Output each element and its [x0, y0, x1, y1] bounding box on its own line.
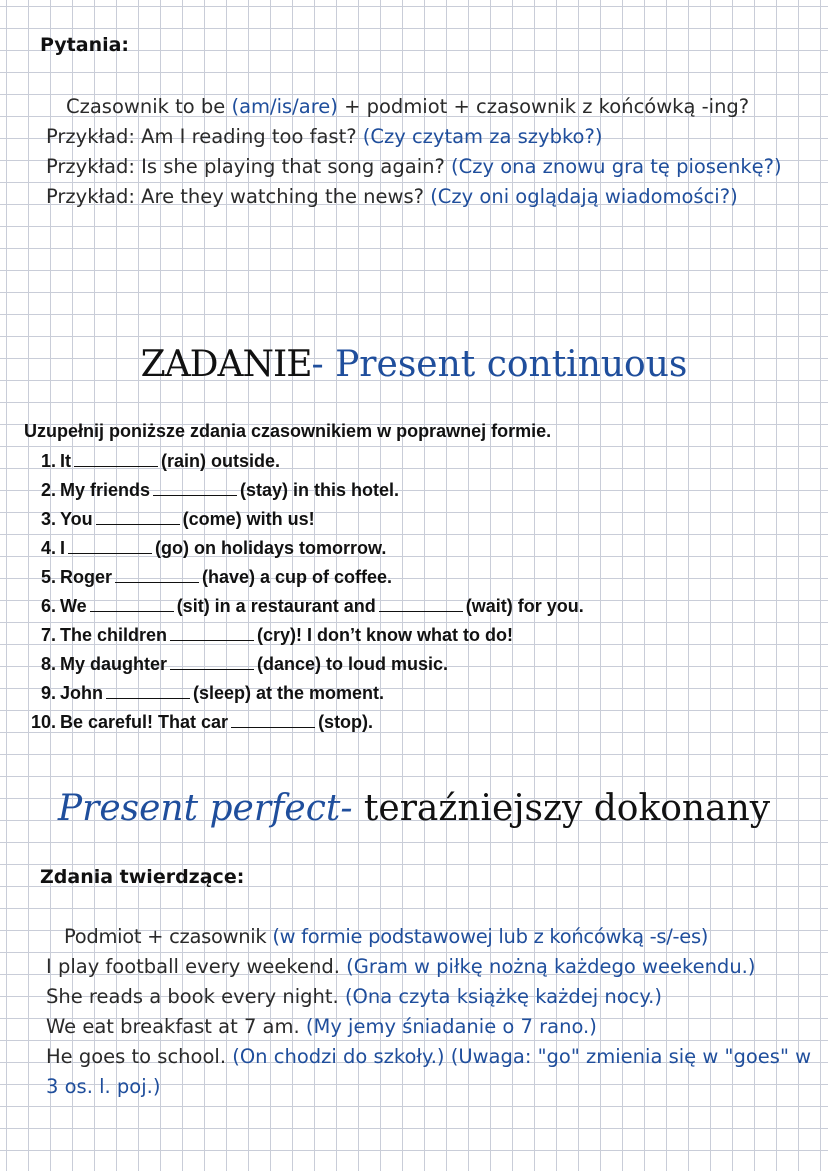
- list-item: 3. You (come) with us!: [40, 509, 315, 529]
- list-item: 9. John (sleep) at the moment.: [40, 683, 385, 703]
- task-list: [28, 447, 584, 737]
- list-item: 7. The children (cry)! I don’t know what to do!: [40, 625, 513, 645]
- affirmative-block: [46, 922, 826, 1102]
- affirmative-formula: [46, 922, 826, 952]
- answer-blank[interactable]: [90, 597, 174, 612]
- answer-blank[interactable]: [115, 568, 199, 583]
- perfect-title-accent: Present perfect-: [57, 788, 353, 829]
- questions-block: [46, 92, 828, 212]
- answer-blank[interactable]: [74, 452, 158, 467]
- answer-blank[interactable]: [170, 655, 254, 670]
- example-translation: (Ona czyta książkę każdej nocy.): [344, 985, 662, 1008]
- example-translation: (Czy oni oglądają wiadomości?): [430, 185, 738, 208]
- list-item: 4. I (go) on holidays tomorrow.: [40, 538, 387, 558]
- example-line: [46, 122, 828, 152]
- perfect-title-main: teraźniejszy dokonany: [352, 788, 771, 829]
- example-translation: (My jemy śniadanie o 7 rano.): [305, 1015, 597, 1038]
- example-translation: (Czy ona znowu gra tę piosenkę?): [451, 155, 782, 178]
- formula-part2: (w formie podstawowej lub z końcówką -s/-es): [272, 925, 709, 948]
- task-title-accent: - Present continuous: [311, 344, 688, 385]
- list-item: 6. We (sit) in a restaurant and (wait) for you.: [40, 596, 584, 616]
- formula-part1: Czasownik to be: [66, 95, 232, 118]
- task-title-main: ZADANIE: [140, 344, 312, 385]
- example-prefix: We eat breakfast at 7 am.: [46, 1015, 306, 1038]
- example-translation: (On chodzi do szkoły.) (Uwaga: "go" zmienia się w "goes" w 3 os. l. poj.): [46, 1045, 812, 1098]
- example-line: [46, 182, 828, 212]
- formula-part3: + podmiot + czasownik z końcówką -ing?: [337, 95, 750, 118]
- answer-blank[interactable]: [96, 510, 180, 525]
- task-instruction: Uzupełnij poniższe zdania czasownikiem w poprawnej formie.: [24, 421, 552, 441]
- affirmative-heading: Zdania twierdzące:: [40, 866, 245, 888]
- example-line: [46, 1012, 826, 1042]
- example-prefix: He goes to school.: [46, 1045, 233, 1068]
- example-prefix: She reads a book every night.: [46, 985, 345, 1008]
- example-line: [46, 982, 826, 1012]
- example-line: [46, 152, 828, 182]
- answer-blank[interactable]: [68, 539, 152, 554]
- answer-blank[interactable]: [231, 713, 315, 728]
- example-translation: (Gram w piłkę nożną każdego weekendu.): [346, 955, 756, 978]
- answer-blank[interactable]: [106, 684, 190, 699]
- example-line: [46, 952, 826, 982]
- answer-blank[interactable]: [379, 597, 463, 612]
- example-prefix: Przykład: Are they watching the news?: [46, 185, 431, 208]
- questions-heading: Pytania:: [40, 34, 130, 56]
- example-prefix: I play football every weekend.: [46, 955, 347, 978]
- list-item: 8. My daughter (dance) to loud music.: [40, 654, 449, 674]
- formula-part1: Podmiot + czasownik: [64, 925, 273, 948]
- list-item: 5. Roger (have) a cup of coffee.: [40, 567, 393, 587]
- example-prefix: Przykład: Am I reading too fast?: [46, 125, 363, 148]
- list-item: 1. It (rain) outside.: [40, 451, 281, 471]
- example-line: [46, 1042, 826, 1102]
- answer-blank[interactable]: [170, 626, 254, 641]
- task-title: [0, 344, 828, 385]
- perfect-title: [0, 788, 828, 829]
- answer-blank[interactable]: [153, 481, 237, 496]
- example-prefix: Przykład: Is she playing that song again?: [46, 155, 452, 178]
- list-item: 2. My friends (stay) in this hotel.: [40, 480, 400, 500]
- list-item: 10. Be careful! That car (stop).: [30, 712, 374, 732]
- questions-formula: [46, 92, 828, 122]
- example-translation: (Czy czytam za szybko?): [362, 125, 603, 148]
- formula-part2: (am/is/are): [231, 95, 338, 118]
